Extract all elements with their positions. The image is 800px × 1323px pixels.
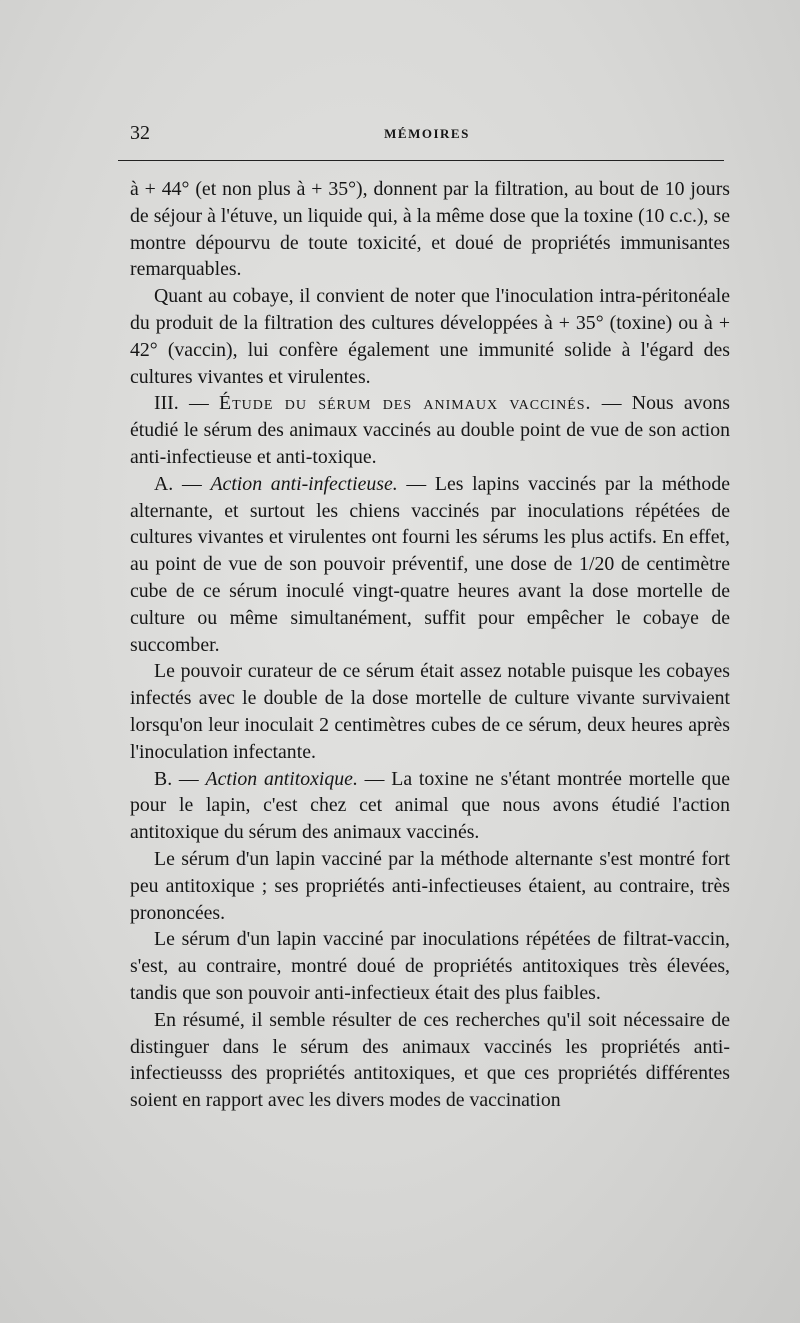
subsection-letter: B. —	[154, 767, 199, 790]
paragraph-5: Le pouvoir curateur de ce sérum était assez notable puisque les cobayes infectés avec le double de la dose mortelle de culture vivante survivaient lorsqu'on leur inoculait 2 centimètres cubes de ce sérum, deux heures après l'inoculation infectante.	[130, 660, 730, 763]
subsection-a-paragraph: A. — Action anti-infectieuse. — Les lapins vaccinés par la méthode alternante, et surtout les chiens vaccinés par inoculations répétées de cultures vivantes et virulentes ont fourni les sérums les plus actifs. En effet, au point de vue de son pouvoir préventif, une dose de 1/20 de centimètre cube de ce sérum inoculé vingt-quatre heures avant la dose mortelle de culture ou même simultanément, suffit pour empêcher le cobaye de succomber.	[130, 472, 730, 656]
page-number: 32	[130, 122, 150, 144]
section-number: III. —	[154, 392, 209, 415]
subsection-b-paragraph: B. — Action antitoxique. — La toxine ne s'étant montrée mortelle que pour le lapin, c'est chez cet animal que nous avons étudié l'action antitoxique du sérum des animaux vaccinés.	[130, 767, 730, 844]
paragraph-2: Quant au cobaye, il convient de noter que l'inoculation intra-péritonéale du produit de la filtration des cultures développées à + 35° (toxine) ou à + 42° (vaccin), lui confère également une immunité solide à l'égard des cultures vivantes et virulentes.	[130, 285, 730, 388]
page-header	[130, 122, 724, 146]
header-rule	[118, 160, 724, 161]
section-heading: Étude du sérum des animaux vaccinés.	[219, 392, 592, 415]
paragraph-7: Le sérum d'un lapin vacciné par la méthode alternante s'est montré fort peu antitoxique ; ses propriétés anti-infectieuses étaient, au contraire, très prononcées.	[130, 847, 730, 924]
subsection-letter: A. —	[154, 472, 202, 495]
paragraph-9: En résumé, il semble résulter de ces recherches qu'il soit nécessaire de distinguer dans le sérum des animaux vaccinés les propriétés anti-infectieusss des propriétés antitoxiques, et que ces propriétés différentes soient en rapport avec les divers modes de vaccination	[130, 1008, 730, 1112]
subsection-heading: Action anti-infectieuse.	[210, 472, 398, 495]
paragraph-1: à + 44° (et non plus à + 35°), donnent par la filtration, au bout de 10 jours de séjour à l'étuve, un liquide qui, à la même dose que la toxine (10 c.c.), se montre dépourvu de toute toxicité, et doué de propriétés immunisantes remarquables.	[130, 178, 730, 281]
paragraph-8: Le sérum d'un lapin vacciné par inoculations répétées de filtrat-vaccin, s'est, au contraire, montré doué de propriétés antitoxiques très élevées, tandis que son pouvoir anti-infectieux était des plus faibles.	[130, 928, 730, 1004]
running-title: MÉMOIRES	[384, 126, 470, 141]
body-text	[130, 176, 730, 1114]
subsection-heading: Action antitoxique.	[205, 767, 358, 790]
section-iii-paragraph: III. — Étude du sérum des animaux vaccinés. — Nous avons étudié le sérum des animaux vaccinés au double point de vue de son action anti-infectieuse et anti-toxique.	[130, 392, 730, 468]
